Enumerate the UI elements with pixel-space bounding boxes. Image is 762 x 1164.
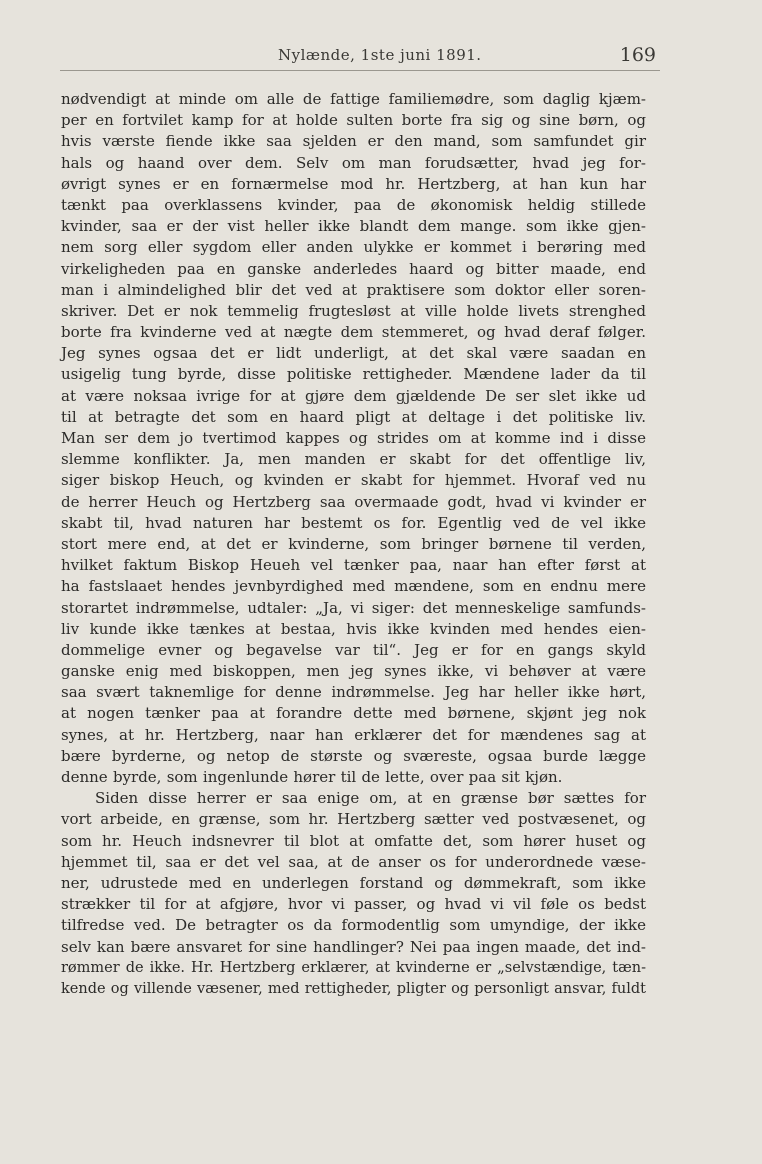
text-line: borte fra kvinderne ved at nægte dem stemmeret, og hvad deraf følger. [61,323,646,342]
text-line: denne byrde, som ingenlunde hører til de lette, over paa sit kjøn. [61,768,563,786]
body-text [61,89,646,1000]
text-line: virkeligheden paa en ganske anderledes haard og bitter maade, end [61,259,646,278]
text-line: nem sorg eller sygdom eller anden ulykke er kommet i berøring med [61,238,646,257]
text-line: strækker til for at afgjøre, hvor vi passer, og hvad vi vil føle os bedst [61,895,646,914]
text-line: tilfredse ved. De betragter os da formodentlig som umyndige, der ikke [61,916,646,935]
text-line: ha fastslaaet hendes jevnbyrdighed med mændene, som en endnu mere [61,577,646,596]
text-line: siger biskop Heuch, og kvinden er skabt for hjemmet. Hvoraf ved nu [61,471,646,490]
text-line: som hr. Heuch indsnevrer til blot at omfatte det, som hører huset og [61,831,646,850]
text-line: hjemmet til, saa er det vel saa, at de anser os for underordnede væse- [61,852,646,871]
text-line: Jeg synes ogsaa det er lidt underligt, at det skal være saadan en [61,344,646,363]
text-line: hvilket faktum Biskop Heueh vel tænker paa, naar han efter først at [61,556,646,575]
text-line: selv kan bære ansvaret for sine handlinger? Nei paa ingen maade, det ind- [61,937,646,956]
text-line: at nogen tænker paa at forandre dette med børnene, skjønt jeg nok [61,704,646,723]
text-line: til at betragte det som en haard pligt at deltage i det politiske liv. [61,407,646,426]
running-head: Nylænde, 1ste juni 1891. [278,46,482,64]
text-line: man i almindelighed blir det ved at praktisere som doktor eller soren- [61,280,646,299]
text-line: de herrer Heuch og Hertzberg saa overmaade godt, hvad vi kvinder er [61,492,646,511]
header-rule [60,70,660,71]
text-line: saa svært taknemlige for denne indrømmelse. Jeg har heller ikke hørt, [61,683,646,702]
text-line: kende og villende væsener, med rettigheder, pligter og personligt ansvar, fuldt [61,980,646,997]
text-line: usigelig tung byrde, disse politiske rettigheder. Mændene lader da til [61,365,646,384]
text-line: storartet indrømmelse, udtaler: „Ja, vi siger: det menneskelige samfunds- [61,598,646,617]
text-line: synes, at hr. Hertzberg, naar han erklærer det for mændenes sag at [61,725,646,744]
text-line: tænkt paa overklassens kvinder, paa de økonomisk heldig stillede [61,195,646,214]
text-line: skabt til, hvad naturen har bestemt os for. Egentlig ved de vel ikke [61,513,646,532]
text-line: ner, udrustede med en underlegen forstand og dømmekraft, som ikke [61,873,646,892]
text-line: hvis værste fiende ikke saa sjelden er den mand, som samfundet gir [61,132,646,151]
text-line: skriver. Det er nok temmelig frugtesløst at ville holde livets strenghed [61,301,646,320]
text-line: stort mere end, at det er kvinderne, som bringer børnene til verden, [61,534,646,553]
text-line: dommelige evner og begavelse var til“. Jeg er for en gangs skyld [61,640,646,659]
text-line: kvinder, saa er der vist heller ikke blandt dem mange. som ikke gjen- [61,217,646,236]
text-line: liv kunde ikke tænkes at bestaa, hvis ikke kvinden med hendes eien- [61,619,646,638]
text-line: øvrigt synes er en fornærmelse mod hr. Hertzberg, at han kun har [61,174,646,193]
text-line: Man ser dem jo tvertimod kappes og strides om at komme ind i disse [61,429,646,447]
page-header [60,46,660,72]
text-line: vort arbeide, en grænse, som hr. Hertzberg sætter ved postvæsenet, og [61,810,646,829]
text-line: per en fortvilet kamp for at holde sulten borte fra sig og sine børn, og [61,111,646,130]
page-number: 169 [619,44,656,66]
text-line: nødvendigt at minde om alle de fattige familiemødre, som daglig kjæm- [61,90,646,108]
text-line: slemme konflikter. Ja, men manden er skabt for det offentlige liv, [61,450,646,469]
text-line: at være noksaa ivrige for at gjøre dem gjældende De ser slet ikke ud [61,386,646,405]
text-line: Siden disse herrer er saa enige om, at en grænse bør sættes for [95,789,646,808]
text-line: rømmer de ikke. Hr. Hertzberg erklærer, at kvinderne er „selvstændige, tæn- [61,959,646,976]
text-line: bære byrderne, og netop de største og sværeste, ogsaa burde lægge [61,746,646,765]
text-line: ganske enig med biskoppen, men jeg synes ikke, vi behøver at være [61,662,646,681]
text-line: hals og haand over dem. Selv om man forudsætter, hvad jeg for- [61,153,646,172]
